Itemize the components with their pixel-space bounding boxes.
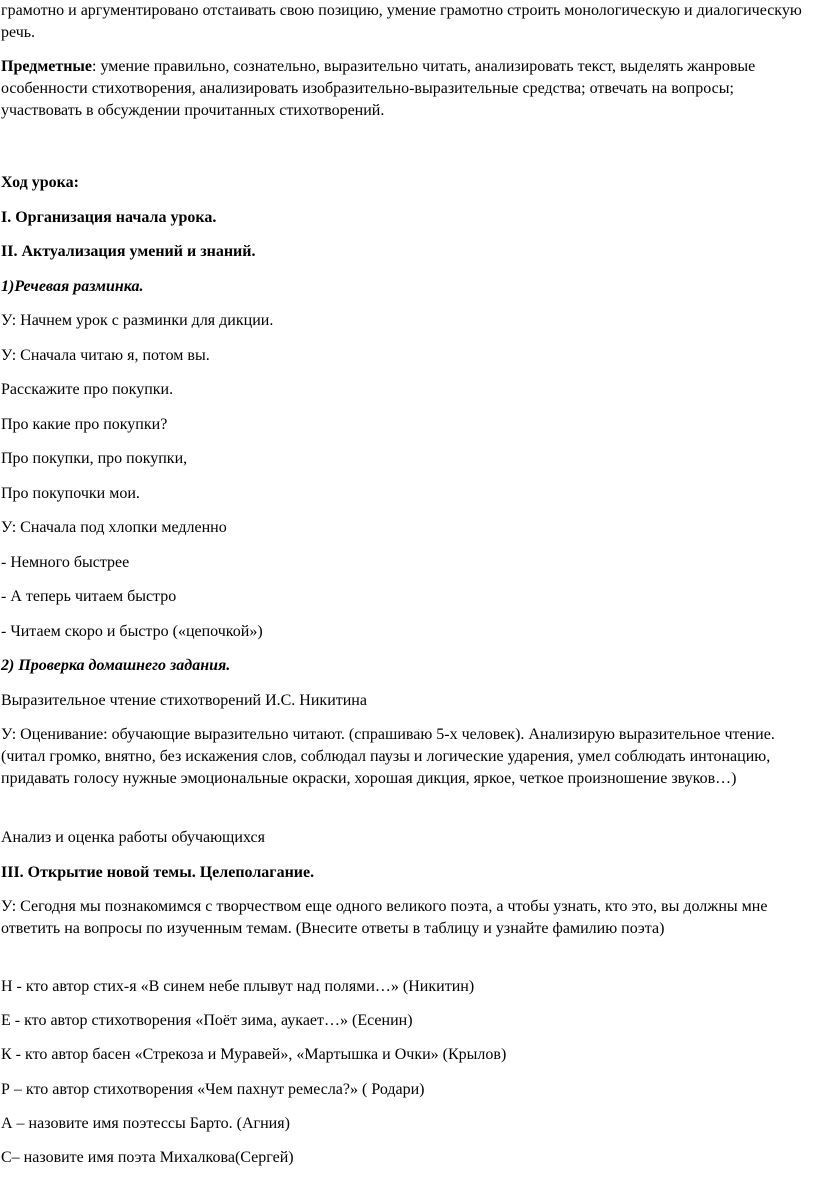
warmup-line: Про какие про покупки? <box>1 416 168 433</box>
question-line: А – назовите имя поэтессы Барто. (Агния) <box>1 1115 290 1132</box>
warmup-line: Про покупочки мои. <box>1 485 140 502</box>
question-line: Н - кто автор стих-я «В синем небе плывут над полями…» (Никитин) <box>1 978 475 995</box>
subject-skills-text: : умение правильно, сознательно, выразительно читать, анализировать текст, выделять жанровые особенности стихотворения, анализировать изобразительно-выразительные средства; отвечать на вопросы; участвовать в обсуждении прочитанных стихотворений. <box>1 58 756 119</box>
intro-continuation-paragraph: грамотно и аргументировано отстаивать свою позицию, умение грамотно строить монологическую и диалогическую речь. <box>1 2 802 41</box>
section-heading-organization: I. Организация начала урока. <box>1 209 217 226</box>
lesson-heading: Ход урока: <box>1 174 79 191</box>
subsection-heading-warmup: 1)Речевая разминка. <box>1 278 144 295</box>
question-line: Р – кто автор стихотворения «Чем пахнут ремесла?» ( Родари) <box>1 1081 425 1098</box>
subject-skills-label: Предметные <box>1 58 92 75</box>
subsection-heading-homework: 2) Проверка домашнего задания. <box>1 657 231 674</box>
homework-line: Выразительное чтение стихотворений И.С. Никитина <box>1 692 367 709</box>
evaluation-paragraph: У: Оценивание: обучающие выразительно читают. (спрашиваю 5-х человек). Анализирую выразительное чтение. (читал громко, внятно, без искажения слов, соблюдал паузы и логические ударения, умел соблюдать интонацию, придавать голосу нужные эмоциональные окраски, хорошая дикция, яркое, четкое произношение звуков…) <box>1 726 775 787</box>
question-line: К - кто автор басен «Стрекоза и Муравей», «Мартышка и Очки» (Крылов) <box>1 1046 507 1063</box>
warmup-line: - А теперь читаем быстро <box>1 588 177 605</box>
subject-skills-paragraph <box>1 56 815 122</box>
warmup-line: У: Сначала читаю я, потом вы. <box>1 347 210 364</box>
warmup-line: - Немного быстрее <box>1 554 130 571</box>
question-line: Е - кто автор стихотворения «Поёт зима, аукает…» (Есенин) <box>1 1012 413 1029</box>
warmup-line: Про покупки, про покупки, <box>1 450 188 467</box>
warmup-line: Расскажите про покупки. <box>1 381 174 398</box>
warmup-line: У: Сначала под хлопки медленно <box>1 519 227 536</box>
new-topic-paragraph: У: Сегодня мы познакомимся с творчеством еще одного великого поэта, а чтобы узнать, кто это, вы должны мне ответить на вопросы по изученным темам. (Внесите ответы в таблицу и узнайте фамилию поэта) <box>1 898 768 937</box>
section-heading-new-topic: III. Открытие новой темы. Целеполагание. <box>1 864 315 881</box>
analysis-line: Анализ и оценка работы обучающихся <box>1 829 265 846</box>
warmup-line: - Читаем скоро и быстро («цепочкой») <box>1 623 263 640</box>
section-heading-actualization: II. Актуализация умений и знаний. <box>1 243 256 260</box>
warmup-line: У: Начнем урок с разминки для дикции. <box>1 312 274 329</box>
question-line: С– назовите имя поэта Михалкова(Сергей) <box>1 1149 294 1166</box>
